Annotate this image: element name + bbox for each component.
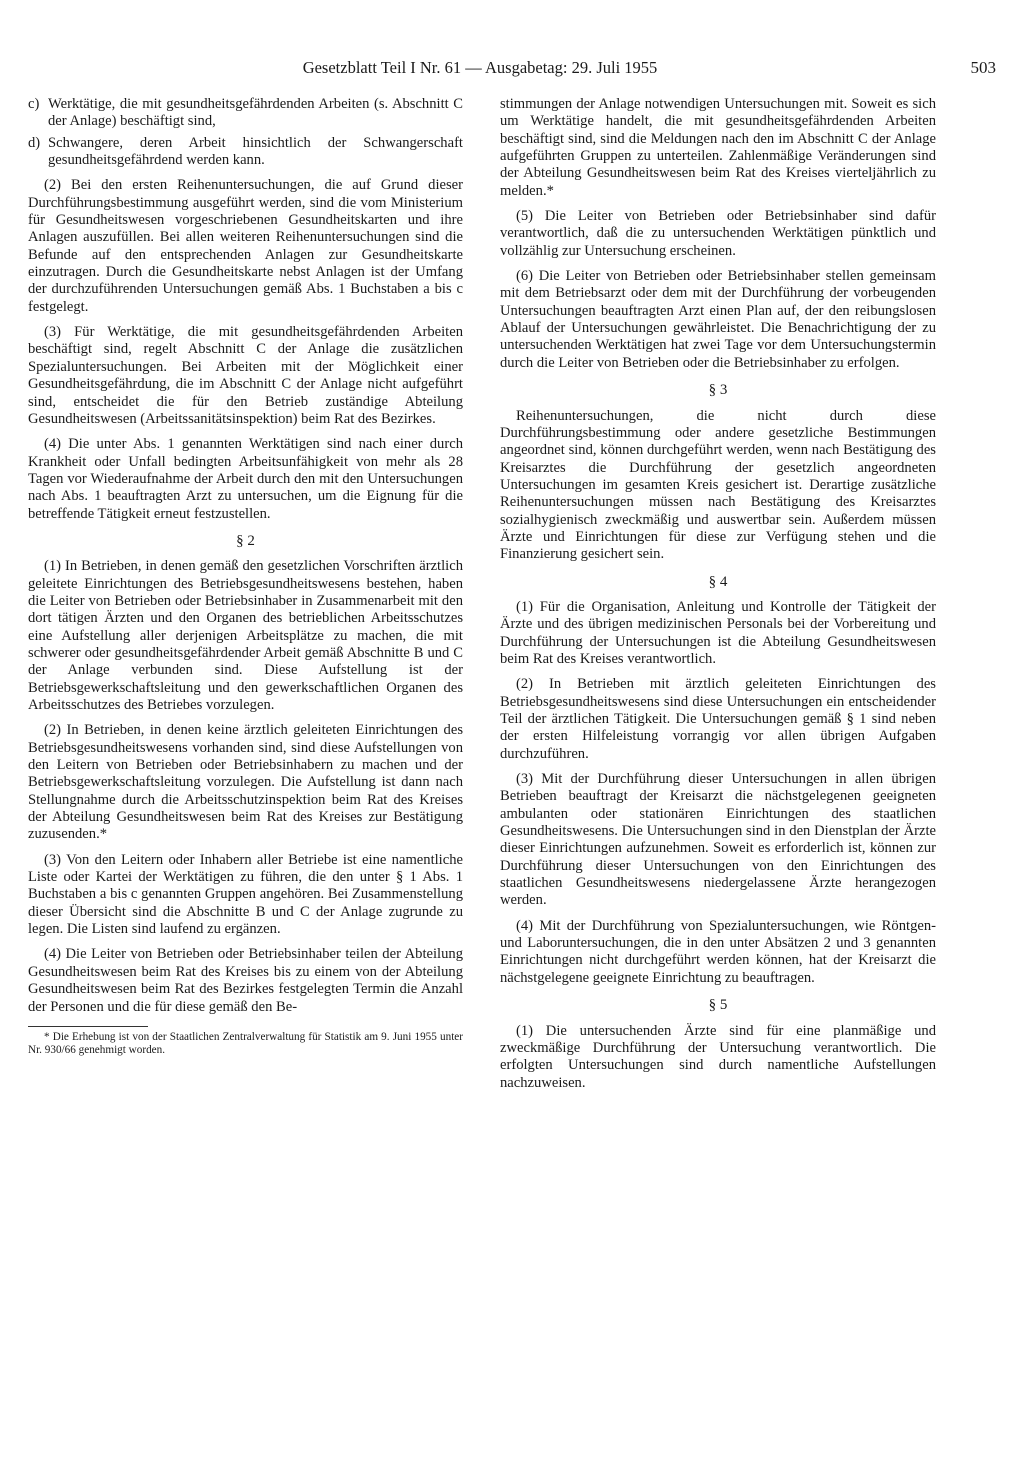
left-column — [28, 96, 463, 1065]
paragraph-2-4: (4) Die Leiter von Betrieben oder Betriebsinhaber teilen der Abteilung Gesundheitswesen beim Rat des Kreises bis zu einem von der Abteilung Gesundheitswesen beim Rat des Bezirkes festgelegten Termin die Anzahl der Personen und die für diese gemäß den Be- — [28, 946, 463, 1015]
paragraph-2-2: (2) In Betrieben, in denen keine ärztlich geleiteten Einrichtungen des Betriebsgesundheitswesens vorhanden sind, sind diese Aufstellungen von den Leitern von Betrieben oder Betriebsinhabern zu machen und der Betriebsgewerkschaftsleitung vorzulegen. Die Aufstellung ist dann nach Stellungnahme durch die Arbeitsschutzinspektion beim Rat des Kreises der Abteilung Gesundheitswesen beim Rat des Kreises zur Bestätigung zuzusenden.* — [28, 722, 463, 843]
header-title: Gesetzblatt Teil I Nr. 61 — Ausgabetag: 29. Juli 1955 — [302, 58, 658, 77]
paragraph-4-1: (1) Für die Organisation, Anleitung und Kontrolle der Tätigkeit der Ärzte und des übrigen medizinischen Personals bei der Vorbereitung und Durchführung der Untersuchungen ist die Abteilung Gesundheitswesen beim Rat des Kreises verantwortlich. — [500, 598, 936, 667]
paragraph-2-3: (3) Von den Leitern oder Inhabern aller Betriebe ist eine namentliche Liste oder Kartei der Werktätigen zu führen, die den unter § 1 Abs. 1 Buchstaben a bis c genannten Gruppen angehören. Bei Zusammenstellung dieser Übersicht sind die Abschnitte B und C der Anlage zugrunde zu legen. Die Listen sind laufend zu ergänzen. — [28, 851, 463, 938]
page-number: 503 — [970, 58, 996, 77]
paragraph-4-4: (4) Mit der Durchführung von Spezialuntersuchungen, wie Röntgen- und Laboruntersuchungen, die in den unter Absätzen 2 und 3 genannten Einrichtungen nicht durchgeführt werden können, hat der Kreisarzt die nächstgelegene geeignete Einrichtung zu beauftragen. — [500, 917, 936, 986]
right-column — [500, 96, 936, 1100]
paragraph-2-1: (1) In Betrieben, in denen gemäß den gesetzlichen Vorschriften ärztlich geleitete Einrichtungen des Betriebsgesundheitswesens bestehen, haben die Leiter von Betrieben oder Betriebsinhaber in Zusammenarbeit mit den dort tätigen Ärzten und den Organen des betrieblichen Arbeitsschutzes eine Aufstellung aller derjenigen Arbeitsplätze zu machen, die mit schwerer oder gesundheitsgefährdender Arbeit gemäß Abschnitte B und C der Anlage verbunden sind. Diese Aufstellung ist der Betriebsgewerkschaftsleitung und den gewerkschaftlichen Organen des Arbeitsschutzes des Betriebes vorzulegen. — [28, 558, 463, 713]
paragraph-4-3: (3) Mit der Durchführung dieser Untersuchungen in allen übrigen Betrieben beauftragt der Kreisarzt die nächstgelegenen geeigneten ambulanten oder stationären Einrichtungen des staatlichen Gesundheitswesens. Die Untersuchungen sind in den Dienstplan der Ärzte dieser Einrichtungen aufzunehmen. Soweit es erforderlich ist, können zur Durchführung dieser Untersuchungen von den Einrichtungen des staatlichen Gesundheitswesens niedergelassene Ärzte herangezogen werden. — [500, 771, 936, 909]
paragraph-3: Reihenuntersuchungen, die nicht durch diese Durchführungsbestimmung oder andere gesetzliche Bestimmungen angeordnet sind, können durchgeführt werden, wenn nach Bestätigung des Kreisarztes die Durchführung der gesetzlich angeordneten Untersuchungen im gesamten Kreis gesichert ist. Derartige zusätzliche Reihenuntersuchungen müssen nach Bestätigung des Kreisarztes sozialhygienisch zweckmäßig und auswertbar sein. Außerdem müssen Ärzte und Einrichtungen für diese zur Verfügung stehen und die Finanzierung gesichert sein. — [500, 407, 936, 563]
list-item-label: c) — [28, 96, 40, 112]
footnote: * Die Erhebung ist von der Staatlichen Zentralverwaltung für Statistik am 9. Juni 1955 unter Nr. 930/66 genehmigt worden. — [28, 1030, 463, 1056]
paragraph-5-1: (1) Die untersuchenden Ärzte sind für eine planmäßige und zweckmäßige Durchführung der Untersuchung verantwortlich. Die erfolgten Untersuchungen sind durch namentliche Aufstellungen nachzuweisen. — [500, 1022, 936, 1091]
paragraph-2-4-continued: stimmungen der Anlage notwendigen Untersuchungen mit. Soweit es sich um Werktätige handelt, die mit gesundheitsgefährdenden Arbeiten beschäftigt sind, sind die Meldungen nach den im Abschnitt C der Anlage aufgeführten Gruppen zu unterteilen. Zahlenmäßige Veränderungen sind der Abteilung Gesundheitswesen beim Rat des Kreises vierteljährlich zu melden.* — [500, 96, 936, 199]
section-4-heading: § 4 — [708, 573, 728, 590]
paragraph-2-5: (5) Die Leiter von Betrieben oder Betriebsinhaber sind dafür verantwortlich, daß die zu untersuchenden Werktätigen pünktlich und vollzählig zur Untersuchung erscheinen. — [500, 208, 936, 259]
paragraph-1-4: (4) Die unter Abs. 1 genannten Werktätigen sind nach einer durch Krankheit oder Unfall bedingten Arbeitsunfähigkeit von mehr als 28 Tagen vor Wiederaufnahme der Arbeit durch den mit den Untersuchungen nach Abs. 1 beauftragten Arzt zu untersuchen, um die Eignung für die betreffende Tätigkeit erneut festzustellen. — [28, 436, 463, 522]
paragraph-1-2: (2) Bei den ersten Reihenuntersuchungen, die auf Grund dieser Durchführungsbestimmung ausgeführt werden, sind die vom Ministerium für Gesundheitswesen vorgeschriebenen Gesundheitskarten und ihre Anlagen auszufüllen. Bei allen weiteren Reihenuntersuchungen sind die Befunde auf den entsprechenden Anlagen zur Gesundheitskarte einzutragen. Durch die Gesundheitskarte nebst Anlagen ist der Umfang der durchzuführenden Untersuchungen gemäß Abs. 1 Buchstaben a bis c festgelegt. — [28, 177, 463, 315]
paragraph-4-2: (2) In Betrieben mit ärztlich geleiteten Einrichtungen des Betriebsgesundheitswesens sind diese Untersuchungen ein entscheidender Teil der ärztlichen Tätigkeit. Die Untersuchungen gemäß § 1 sind neben der ersten Hilfeleistung vorrangig vor allen übrigen Aufgaben durchzuführen. — [500, 676, 936, 762]
list-item — [28, 96, 463, 131]
list-item-text: Werktätige, die mit gesundheitsgefährdenden Arbeiten (s. Abschnitt C der Anlage) beschäftigt sind, — [48, 96, 463, 130]
list-item-label: d) — [28, 134, 41, 151]
list-item-text: Schwangere, deren Arbeit hinsichtlich der Schwangerschaft gesundheitsgefährdend werden kann. — [48, 134, 463, 169]
section-3-heading: § 3 — [708, 382, 728, 399]
list-item — [28, 135, 463, 170]
section-5-heading: § 5 — [708, 997, 728, 1014]
section-2-heading: § 2 — [236, 532, 255, 549]
paragraph-2-6: (6) Die Leiter von Betrieben oder Betriebsinhaber stellen gemeinsam mit dem Betriebsarzt oder dem mit der Durchführung der vorbeugenden Untersuchungen beauftragten Arzt einen Plan auf, der den reibungslosen Ablauf der Untersuchungen gewährleistet. Die Benachrichtigung der zu untersuchenden Werktätigen hat zwei Tage vor dem Untersuchungstermin durch die Leiter von Betrieben oder die Betriebsinhaber zu erfolgen. — [500, 268, 936, 371]
paragraph-1-3: (3) Für Werktätige, die mit gesundheitsgefährdenden Arbeiten beschäftigt sind, regelt Abschnitt C der Anlage die zusätzlichen Spezialuntersuchungen. Bei Arbeiten mit der Möglichkeit einer Gesundheitsgefährdung, die im Abschnitt C der Anlage nicht aufgeführt sind, entscheidet die für den Betrieb zuständige Abteilung Gesundheitswesen (Arbeitssanitätsinspektion) beim Rat des Bezirkes. — [28, 324, 463, 427]
footnote-rule — [28, 1026, 148, 1027]
page-header — [28, 58, 996, 86]
